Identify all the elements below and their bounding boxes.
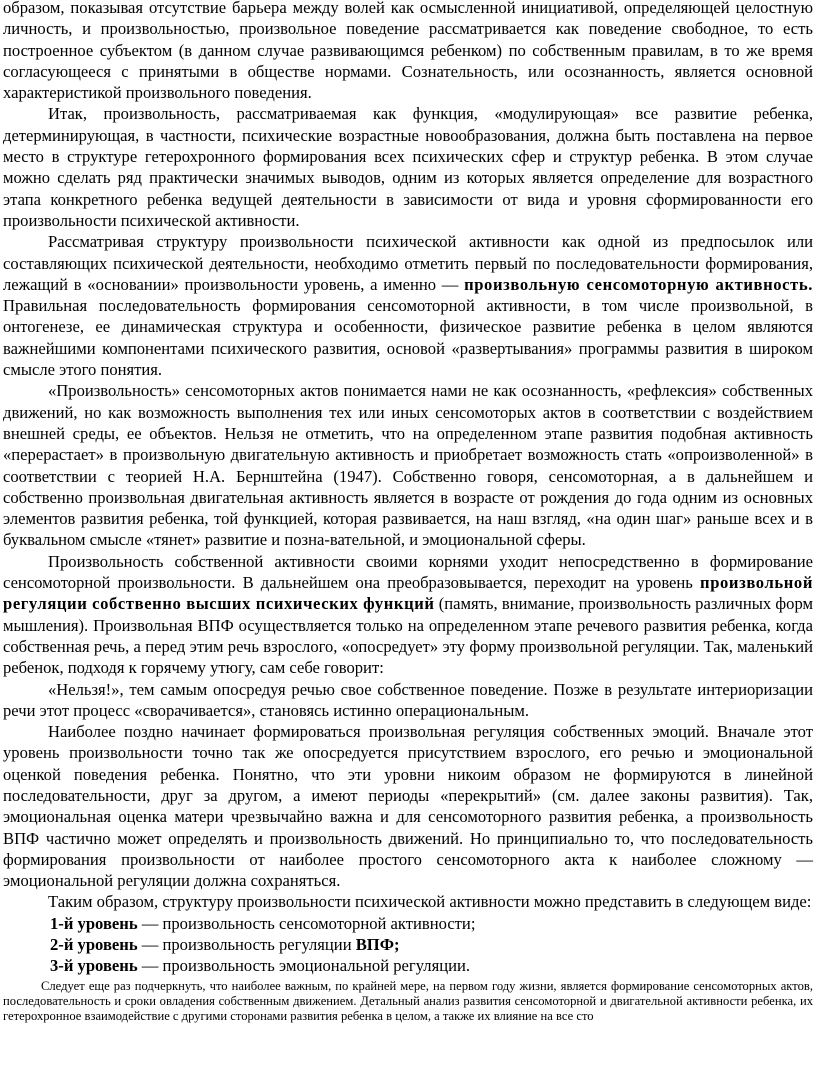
level-item [3, 934, 813, 955]
paragraph-text: (память, внимание, произвольность различных форм мышления). Произвольная ВПФ осуществляется только на определенном этапе речевого развития ребенка, когда собственная речь, а перед этим речь взрослого, «опосредует» эту форму произвольной регуляции. Так, маленький ребенок, подходя к горячему утюгу, сам себе говорит: [3, 594, 814, 678]
paragraph-p7 [3, 891, 813, 912]
bold-term: произвольной регуляции собственно высших психических функций [3, 573, 813, 614]
level-label: 2-й уровень [50, 935, 138, 955]
level-tail: ВПФ; [355, 935, 400, 955]
level-text: — произвольность регуляции [137, 935, 356, 955]
footnote-text: Следует еще раз подчеркнуть, что наиболее важным, по крайней мере, на первом году жизни, является формирование сенсомоторных актов, последовательность и сроки овладения собственным движением. Детальный анализ развития сенсомоторной и двигательной активности ребенка, их гетерохронное взаимодействие с другими сторонами развития ребенка в целом, а также их влияние на все сто [3, 978, 813, 1023]
paragraph-text: «Произвольность» сенсомоторных актов понимается нами не как осознанность, «рефлексия» собственных движений, но как возможность выполнения тех или иных сенсомоторых актов в соответствии с воздействием внешней среды, ее объектов. Нельзя не отметить, что на определенном этапе развития подобная активность «перерастает» в произвольную двигательную активность и приобретает возможность стать «опроизволенной» в соответствии с теорией Н.А. Бернштейна (1947). Собственно говоря, сенсомоторная, а в дальнейшем и собственно произвольная двигательная активность является в возрасте от рождения до года одним из основных элементов развития ребенка, той функцией, которая развивается, на наш взгляд, «на один шаг» раньше всех и в буквальном смысле «тянет» развитие и позна-вательной, и эмоциональной сферы. [3, 381, 813, 550]
level-text: — произвольность сенсомоторной активности; [137, 913, 476, 933]
level-text: — произвольность эмоциональной регуляции. [137, 956, 470, 976]
paragraph-text: Рассматривая структуру произвольности психической активности как одной из предпосылок или составляющих психической деятельности, необходимо отметить первый по последовательности формирования, лежащий в «основании» произвольности уровень, а именно — [3, 232, 813, 294]
paragraph-p5 [3, 679, 813, 722]
bold-term: произвольную сенсомоторную активность. [464, 274, 813, 294]
paragraph-text: Правильная последовательность формирования сенсомоторной активности, в том числе произвольной, в онтогенезе, ее динамическая структура и особенности, физическое развитие ребенка в целом являются важнейшими компонентами психического развития, основой «развертывания» программы развития в широком смысле этого понятия. [3, 296, 813, 380]
paragraph-text: Таким образом, структуру произвольности психической активности можно представить в следующем виде: [48, 892, 812, 912]
paragraph-text: образом, показывая отсутствие барьера между волей как осмысленной инициативой, определяющей целостную личность, и произвольностью, произвольное поведение рассматривается как поведение свободное, то есть построенное субъектом (в данном случае развивающимся ребенком) по собственным правилам, в то же время согласующееся с принятыми в обществе нормами. Сознательность, или осознанность, является основной характеристикой произвольного поведения. [3, 0, 813, 103]
level-label: 3-й уровень [50, 956, 138, 976]
paragraph-text: Произвольность собственной активности своими корнями уходит непосредственно в формирование сенсомоторной произвольности. В дальнейшем она преобразовывается, переходит на уровень [3, 551, 813, 593]
paragraph-p0 [3, 0, 813, 103]
level-label: 1-й уровень [50, 913, 138, 933]
paragraph-text: «Нельзя!», тем самым опосредуя речью свое собственное поведение. Позже в результате интериоризации речи этот процесс «сворачивается», становясь истинно операциональным. [3, 679, 813, 720]
paragraph-p4 [3, 551, 813, 679]
paragraph-text: Наиболее поздно начинает формироваться произвольная регуляция собственных эмоций. Вначале этот уровень произвольности точно так же опосредуется присутствием взрослого, его речью и эмоциональной оценкой поведения ребенка. Понятно, что эти уровни никоим образом не формируются в линейной последовательности, друг за другом, а имеют периоды «перекрытий» (см. далее законы развития). Так, эмоциональная оценка матери чрезвычайно важна и для сенсомоторного развития ребенка, а произвольность ВПФ частично может определять и произвольность движений. Но принципиально то, что последовательность формирования произвольности от наиболее простого сенсомоторного акта к наиболее сложному — эмоциональной регуляции должна сохраняться. [3, 722, 813, 891]
paragraph-p1 [3, 103, 813, 231]
paragraph-p3 [3, 380, 813, 550]
paragraph-p6 [3, 721, 813, 891]
structure-levels-list [3, 913, 813, 977]
paragraph-p2 [3, 231, 813, 380]
paragraph-text: Итак, произвольность, рассматриваемая как функция, «модулирующая» все развитие ребенка, детерминирующая, в частности, психические возрастные новообразования, должна быть поставлена на первое место в структуре гетерохронного формирования всех психических сфер и структур ребенка. В этом случае можно сделать ряд практически значимых выводов, одним из которых является определение для возрастного этапа конкретного ребенка ведущей деятельности в зависимости от вида и уровня сформированности его произвольности психической активности. [3, 104, 813, 230]
level-item [3, 955, 813, 976]
body-text [3, 0, 813, 913]
level-item [3, 913, 813, 934]
